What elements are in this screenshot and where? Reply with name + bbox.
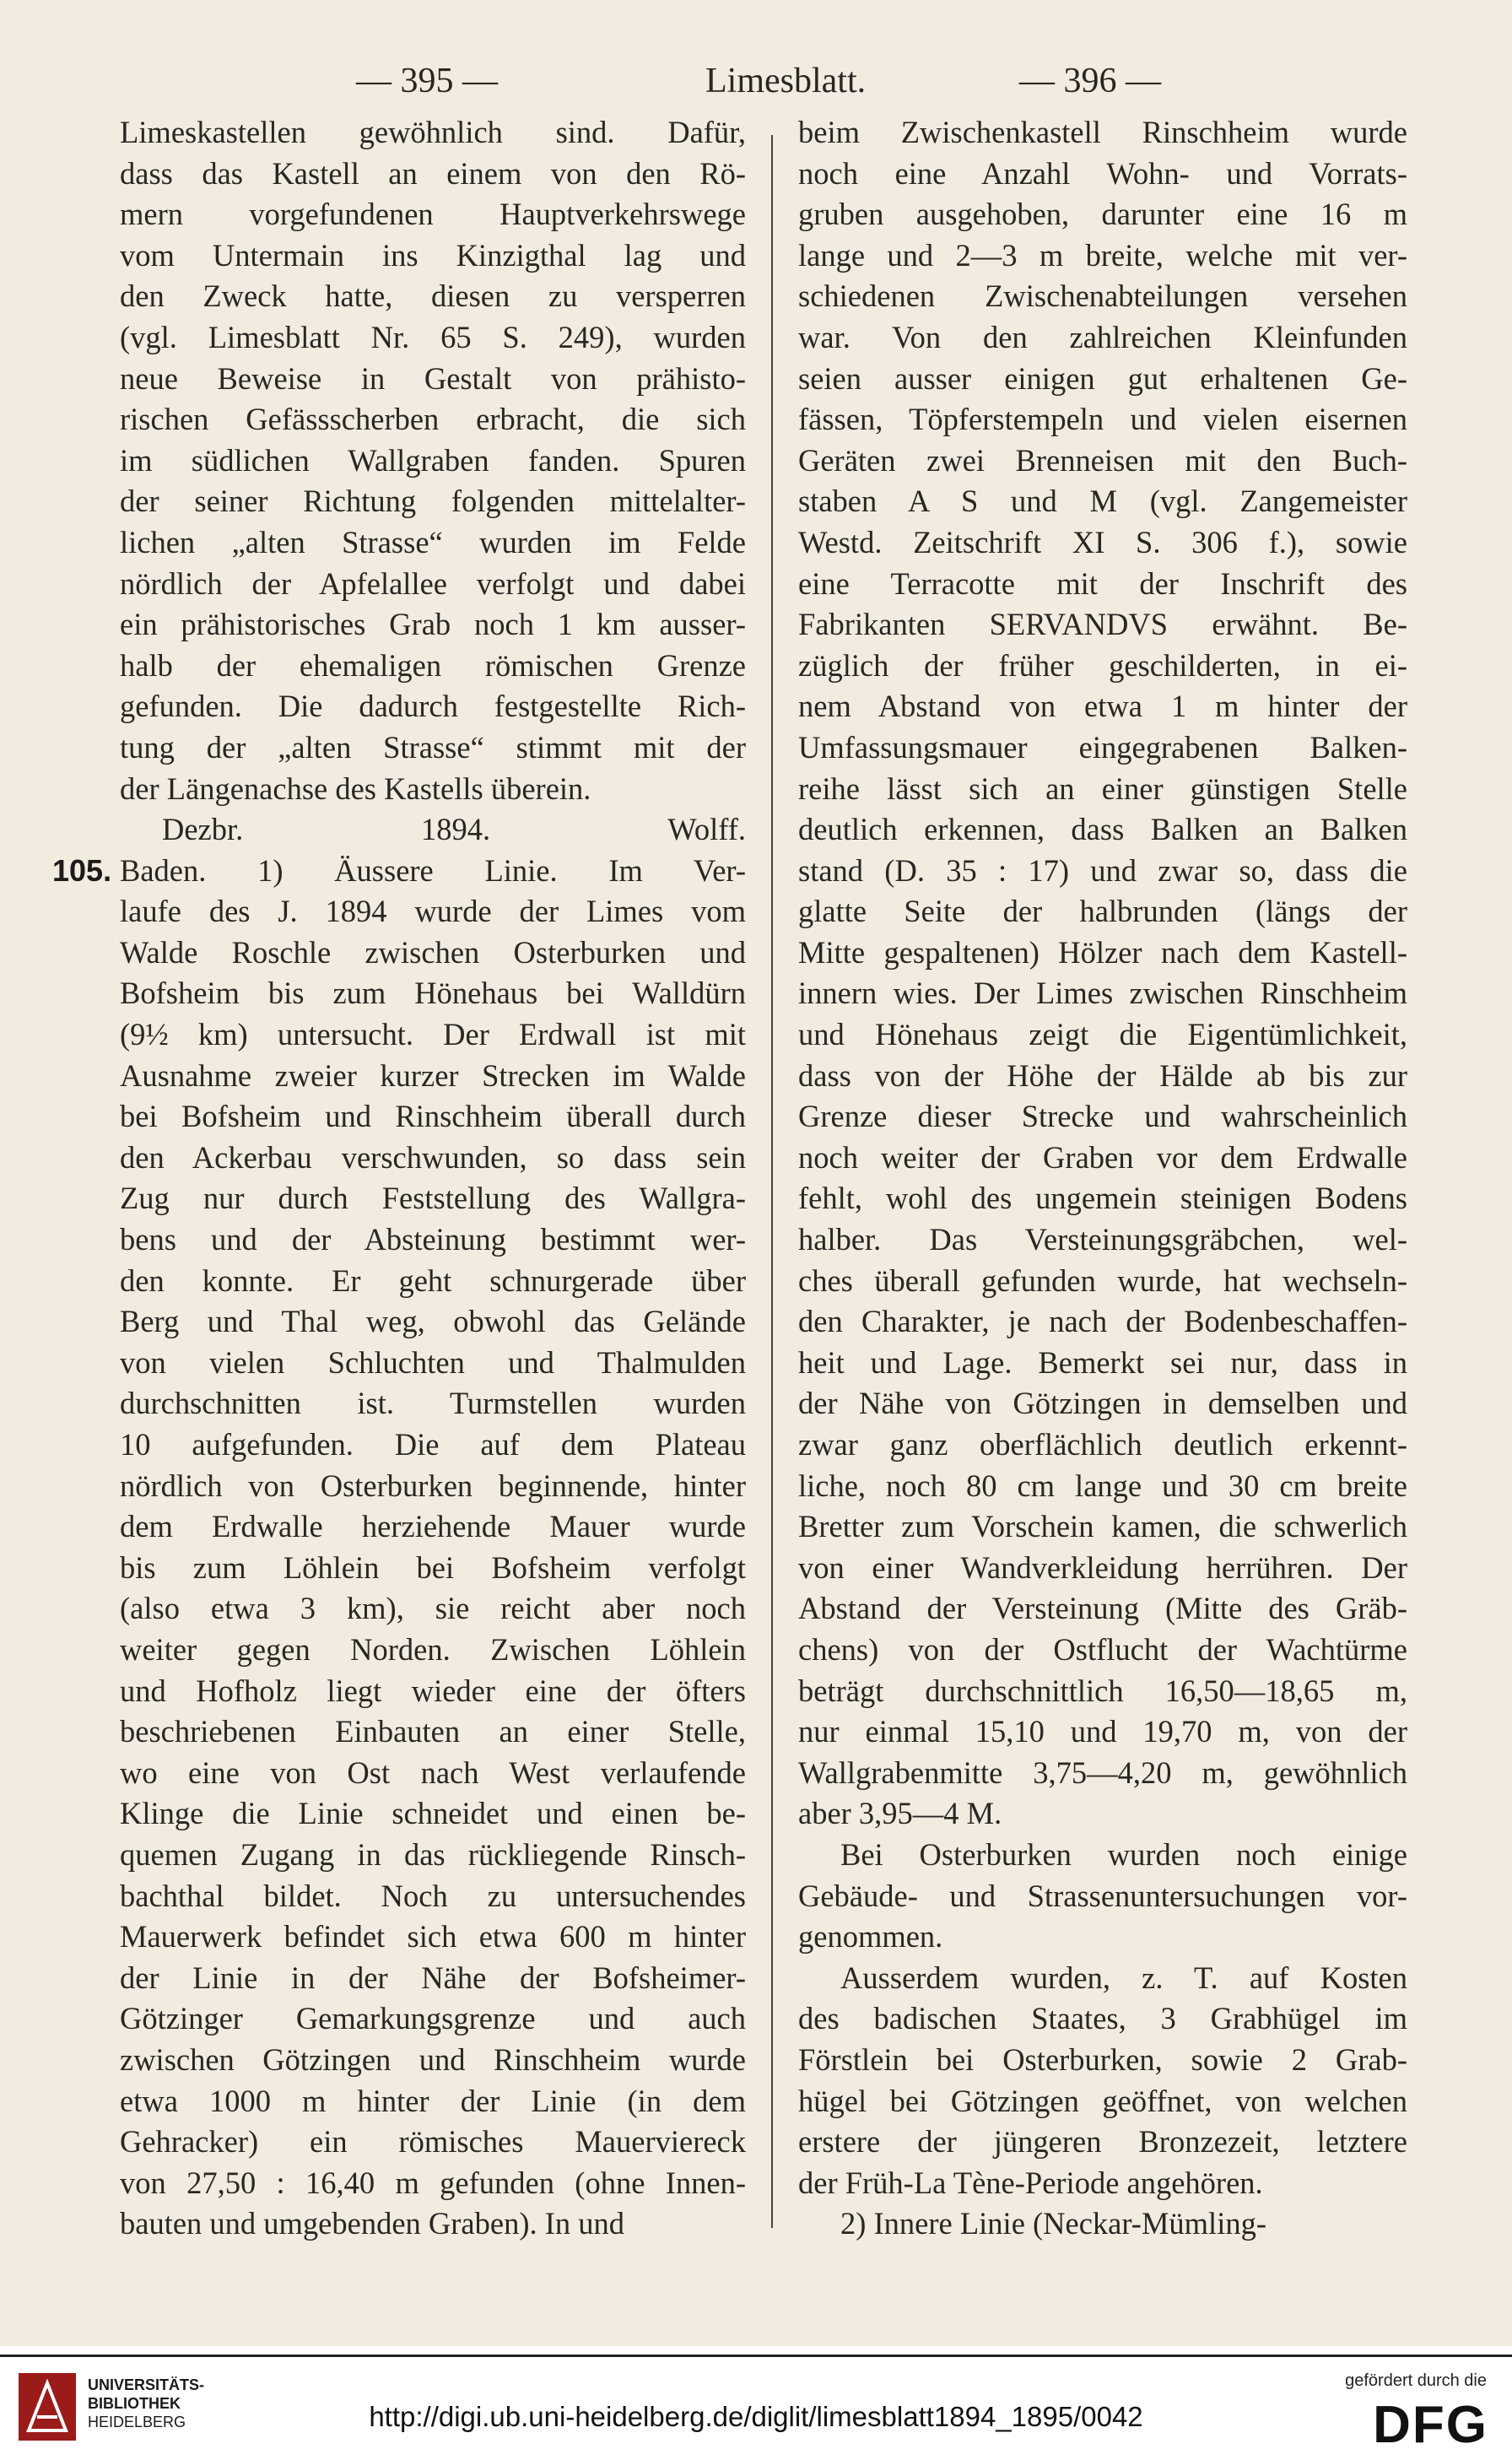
text-line: Geräten zwei Brenneisen mit den Buch- <box>798 442 1407 478</box>
text-line: halber. Das Versteinungsgräbchen, wel- <box>798 1222 1407 1257</box>
text-line: (vgl. Limesblatt Nr. 65 S. 249), wurden <box>120 319 746 354</box>
text-line: Mauerwerk befindet sich etwa 600 m hinter <box>120 1919 746 1954</box>
text-line: der Linie in der Nähe der Bofsheimer- <box>120 1960 746 1995</box>
source-url-link[interactable]: http://digi.ub.uni-heidelberg.de/diglit/limesblatt1894_1895/0042 <box>369 2401 1143 2432</box>
library-name-line1: UNIVERSITÄTS- <box>88 2376 205 2393</box>
library-name-line3: HEIDELBERG <box>88 2414 186 2430</box>
text-line: liche, noch 80 cm lange und 30 cm breite <box>798 1468 1407 1503</box>
text-line: schiedenen Zwischenabteilungen versehen <box>798 278 1407 314</box>
text-line: seien ausser einigen gut erhaltenen Ge- <box>798 360 1407 396</box>
text-line: Götzinger Gemarkungsgrenze und auch <box>120 2001 746 2036</box>
column-divider <box>771 135 773 2228</box>
text-line: rischen Gefässscherben erbracht, die sich <box>120 402 746 437</box>
text-line: Wallgrabenmitte 3,75—4,20 m, gewöhnlich <box>798 1754 1407 1790</box>
left-text-column <box>120 112 746 2245</box>
text-line: deutlich erkennen, dass Balken an Balken <box>798 812 1407 847</box>
text-line: eine Terracotte mit der Inschrift des <box>798 565 1407 601</box>
text-line: dass das Kastell an einem von den Rö- <box>120 155 746 191</box>
text-line: noch eine Anzahl Wohn- und Vorrats- <box>798 155 1407 191</box>
text-line: Bretter zum Vorschein kamen, die schwerlich <box>798 1509 1407 1544</box>
text-line: der Längenachse des Kastells überein. <box>120 770 591 806</box>
text-line: der Früh-La Tène-Periode angehören. <box>798 2165 1263 2200</box>
text-line: nördlich der Apfelallee verfolgt und dabei <box>120 565 746 601</box>
text-line: den Charakter, je nach der Bodenbeschaffen- <box>798 1304 1407 1339</box>
text-line: quemen Zugang in das rückliegende Rinsch- <box>120 1836 746 1872</box>
text-line: erstere der jüngeren Bronzezeit, letztere <box>798 2124 1407 2160</box>
text-line: Ausnahme zweier kurzer Strecken im Walde <box>120 1057 746 1093</box>
text-line: Walde Roschle zwischen Osterburken und <box>120 934 746 970</box>
page-header <box>0 61 1512 111</box>
text-line: von einer Wandverkleidung herrühren. Der <box>798 1549 1407 1585</box>
text-line: (9½ km) untersucht. Der Erdwall ist mit <box>120 1017 746 1052</box>
text-line: dass von der Höhe der Hälde ab bis zur <box>798 1057 1407 1093</box>
text-line: tung der „alten Strasse“ stimmt mit der <box>120 729 746 765</box>
text-line: glatte Seite der halbrunden (längs der <box>798 894 1407 929</box>
text-line: Mitte gespaltenen) Hölzer nach dem Kastell- <box>798 934 1407 970</box>
text-line: neue Beweise in Gestalt von prähisto- <box>120 360 746 396</box>
text-line: (also etwa 3 km), sie reicht aber noch <box>120 1591 746 1626</box>
text-line: war. Von den zahlreichen Kleinfunden <box>798 319 1407 354</box>
text-line: züglich der früher geschilderten, in ei- <box>798 647 1407 683</box>
text-line: Grenze dieser Strecke und wahrscheinlich <box>798 1099 1407 1134</box>
text-line: von 27,50 : 16,40 m gefunden (ohne Innen- <box>120 2165 746 2200</box>
library-name-line2: BIBLIOTHEK <box>88 2395 181 2412</box>
text-line: Förstlein bei Osterburken, sowie 2 Grab- <box>798 2041 1407 2077</box>
text-line: den Ackerbau verschwunden, so dass sein <box>120 1139 746 1175</box>
text-line: mern vorgefundenen Hauptverkehrswege <box>120 197 746 232</box>
text-line: 10 aufgefunden. Die auf dem Plateau <box>120 1427 746 1462</box>
text-line: der Nähe von Götzingen in demselben und <box>798 1386 1407 1421</box>
text-line: lange und 2—3 m breite, welche mit ver- <box>798 237 1407 273</box>
text-line: beschriebenen Einbauten an einer Stelle, <box>120 1714 746 1749</box>
text-line: Klinge die Linie schneidet und einen be- <box>120 1796 746 1831</box>
text-line: etwa 1000 m hinter der Linie (in dem <box>120 2083 746 2118</box>
text-line: beim Zwischenkastell Rinschheim wurde <box>798 115 1407 149</box>
text-line: durchschnitten ist. Turmstellen wurden <box>120 1386 746 1421</box>
text-line: Dezbr. 1894. Wolff. <box>162 812 746 847</box>
dfg-logo: DFG <box>1373 2396 1488 2454</box>
text-line: reihe lässt sich an einer günstigen Stelle <box>798 770 1407 806</box>
text-line: den konnte. Er geht schnurgerade über <box>120 1262 746 1298</box>
text-line: und Hönehaus zeigt die Eigentümlichkeit, <box>798 1017 1407 1052</box>
text-line: von vielen Schluchten und Thalmulden <box>120 1344 746 1380</box>
text-line: Abstand der Versteinung (Mitte des Gräb- <box>798 1591 1407 1626</box>
section-number: 105. <box>52 853 112 888</box>
text-line: lichen „alten Strasse“ wurden im Felde <box>120 524 746 560</box>
text-line: innern wies. Der Limes zwischen Rinschheim <box>798 976 1407 1011</box>
right-text-column <box>798 112 1407 2245</box>
text-line: Limeskastellen gewöhnlich sind. Dafür, <box>120 115 746 149</box>
text-line: vom Untermain ins Kinzigthal lag und <box>120 237 746 273</box>
text-line: Gebäude- und Strassenuntersuchungen vor- <box>798 1878 1407 1913</box>
text-line: nördlich von Osterburken beginnende, hinter <box>120 1468 746 1503</box>
text-line: stand (D. 35 : 17) und zwar so, dass die <box>798 852 1407 888</box>
text-line: Berg und Thal weg, obwohl das Gelände <box>120 1304 746 1339</box>
text-line: hügel bei Götzingen geöffnet, von welchen <box>798 2083 1407 2118</box>
text-line: dem Erdwalle herziehende Mauer wurde <box>120 1509 746 1544</box>
text-line: beträgt durchschnittlich 16,50—18,65 m, <box>798 1673 1407 1708</box>
text-line: ein prähistorisches Grab noch 1 km ausser- <box>120 607 746 642</box>
text-line: Gehracker) ein römisches Mauerviereck <box>120 2124 746 2160</box>
text-line: fehlt, wohl des ungemein steinigen Bodens <box>798 1181 1407 1216</box>
text-line: wo eine von Ost nach West verlaufende <box>120 1754 746 1790</box>
text-line: Baden. 1) Äussere Linie. Im Ver- <box>120 852 746 888</box>
text-line: chens) von der Ostflucht der Wachtürme <box>798 1631 1407 1667</box>
funding-note: gefördert durch die <box>1345 2371 1487 2390</box>
text-line: gruben ausgehoben, darunter eine 16 m <box>798 197 1407 232</box>
text-line: weiter gegen Norden. Zwischen Löhlein <box>120 1631 746 1667</box>
text-line: bis zum Löhlein bei Bofsheim verfolgt <box>120 1549 746 1585</box>
left-page-number: — 395 — <box>356 62 498 100</box>
text-line: aber 3,95—4 M. <box>798 1796 1002 1831</box>
text-line: bei Bofsheim und Rinschheim überall durch <box>120 1099 746 1134</box>
text-line: Bofsheim bis zum Hönehaus bei Walldürn <box>120 976 746 1011</box>
text-line: fässen, Töpferstempeln und vielen eisernen <box>798 402 1407 437</box>
text-line: gefunden. Die dadurch festgestellte Rich- <box>120 689 746 724</box>
text-line: zwar ganz oberflächlich deutlich erkennt- <box>798 1427 1407 1462</box>
text-line: genommen. <box>798 1919 943 1954</box>
text-line: Bei Osterburken wurden noch einige <box>840 1836 1407 1872</box>
text-line: heit und Lage. Bemerkt sei nur, dass in <box>798 1344 1407 1380</box>
text-line: den Zweck hatte, diesen zu versperren <box>120 278 746 314</box>
text-line: des badischen Staates, 3 Grabhügel im <box>798 2001 1407 2036</box>
text-line: Westd. Zeitschrift XI S. 306 f.), sowie <box>798 524 1407 560</box>
text-line: 2) Innere Linie (Neckar-Mümling- <box>840 2206 1266 2241</box>
text-line: Fabrikanten SERVANDVS erwähnt. Be- <box>798 607 1407 642</box>
text-line: im südlichen Wallgraben fanden. Spuren <box>120 442 746 478</box>
text-line: bens und der Absteinung bestimmt wer- <box>120 1222 746 1257</box>
text-line: ches überall gefunden wurde, hat wechseln- <box>798 1262 1407 1298</box>
footer-divider <box>0 2355 1512 2357</box>
text-line: bauten und umgebenden Graben). In und <box>120 2206 625 2241</box>
text-line: Ausserdem wurden, z. T. auf Kosten <box>840 1960 1407 1995</box>
running-title: Limesblatt. <box>705 62 867 100</box>
text-line: Zug nur durch Feststellung des Wallgra- <box>120 1181 746 1216</box>
text-line: nur einmal 15,10 und 19,70 m, von der <box>798 1714 1407 1749</box>
text-line: bachthal bildet. Noch zu untersuchendes <box>120 1878 746 1913</box>
text-line: Umfassungsmauer eingegrabenen Balken- <box>798 729 1407 765</box>
text-line: staben A S und M (vgl. Zangemeister <box>798 484 1407 519</box>
text-line: zwischen Götzingen und Rinschheim wurde <box>120 2041 746 2077</box>
text-line: laufe des J. 1894 wurde der Limes vom <box>120 894 746 929</box>
text-line: der seiner Richtung folgenden mittelalter- <box>120 484 746 519</box>
text-line: noch weiter der Graben vor dem Erdwalle <box>798 1139 1407 1175</box>
text-line: und Hofholz liegt wieder eine der öfters <box>120 1673 746 1708</box>
right-page-number: — 396 — <box>1019 62 1161 100</box>
text-line: nem Abstand von etwa 1 m hinter der <box>798 689 1407 724</box>
text-line: halb der ehemaligen römischen Grenze <box>120 647 746 683</box>
